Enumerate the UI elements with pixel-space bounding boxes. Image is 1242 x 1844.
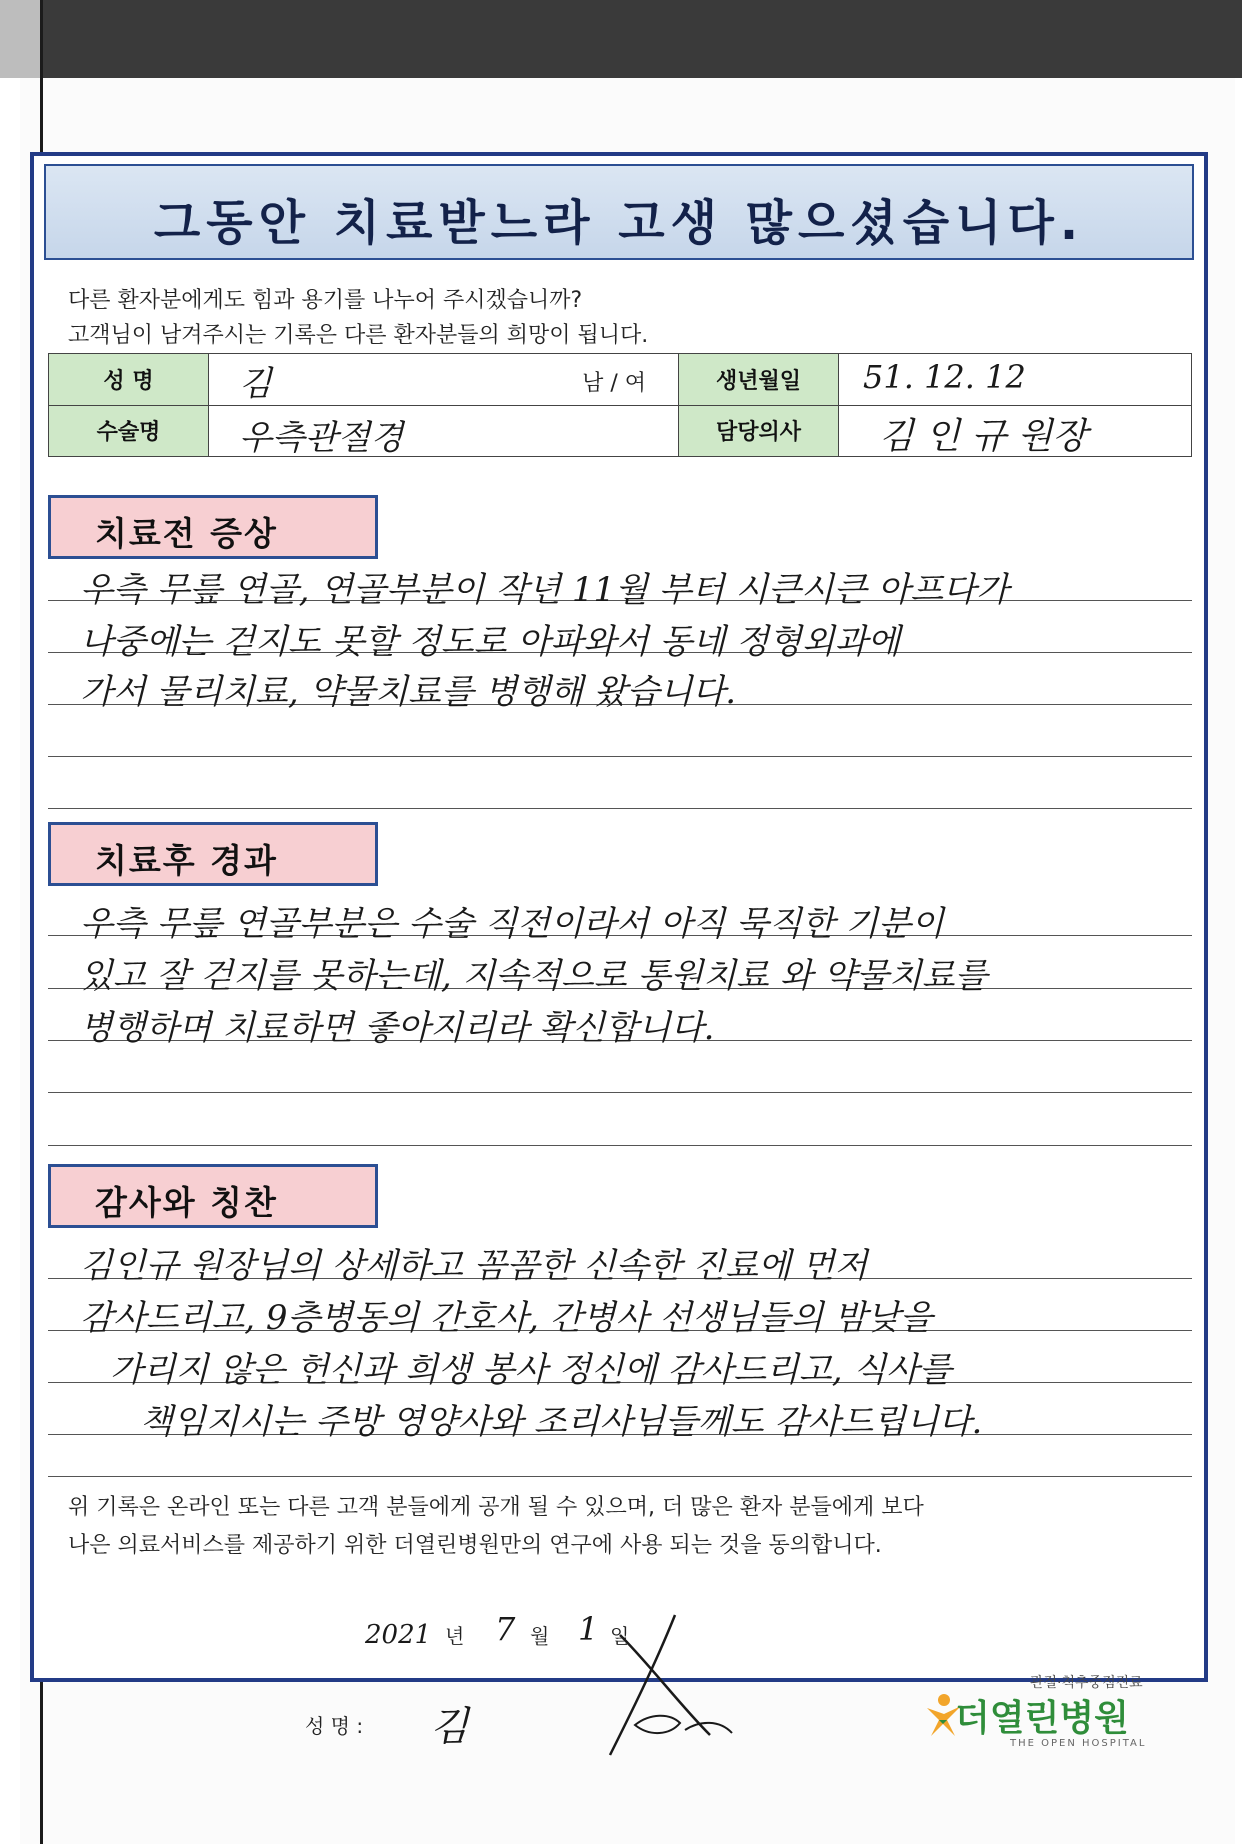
after-line-2: 있고 잘 걷지를 못하는데, 지속적으로 통원치료 와 약물치료를 (80, 956, 988, 996)
hospital-logo-name: 더열린병원 (955, 1698, 1129, 1739)
thanks-line-1: 김인규 원장님의 상세하고 꼼꼼한 신속한 진료에 먼저 (80, 1246, 868, 1286)
section-before-header (48, 495, 378, 559)
scanner-border-top (0, 0, 1242, 78)
surgery-field[interactable] (209, 405, 679, 457)
intro-line-2: 고객님이 남겨주시는 기록은 다른 환자분들의 희망이 됩니다. (68, 323, 649, 348)
date-year-unit: 년 (445, 1624, 465, 1648)
name-label: 성 명 (49, 354, 209, 406)
dob-field[interactable] (839, 354, 1192, 406)
intro-line-1: 다른 환자분에게도 힘과 용기를 나누어 주시겠습니까? (68, 288, 583, 313)
date-month-unit: 월 (530, 1624, 550, 1648)
ruled-line (48, 756, 1192, 757)
after-line-1: 우측 무릎 연골부분은 수술 직전이라서 아직 묵직한 기분이 (80, 904, 944, 944)
patient-info-table (48, 353, 1192, 457)
section-before-label: 치료전 증상 (95, 514, 278, 553)
form-title: 그동안 치료받느라 고생 많으셨습니다. (153, 195, 1085, 251)
date-day-unit: 일 (610, 1624, 630, 1648)
name-value: 김 (239, 364, 272, 404)
gender-options: 남 / 여 (582, 371, 646, 396)
doctor-field[interactable] (839, 405, 1192, 457)
section-after-header (48, 822, 378, 886)
dob-label: 생년월일 (679, 354, 839, 406)
ruled-line (48, 808, 1192, 809)
signature-label: 성 명 : (305, 1714, 364, 1738)
doctor-value: 김 인 규 원장 (879, 415, 1088, 457)
before-line-1: 우측 무릎 연골, 연골부분이 작년 11월 부터 시큰시큰 아프다가 (80, 570, 1009, 610)
ruled-line (48, 1145, 1192, 1146)
doctor-label: 담당의사 (679, 405, 839, 457)
consent-line-1: 위 기록은 온라인 또는 다른 고객 분들에게 공개 될 수 있으며, 더 많은 환자 분들에게 보다 (68, 1495, 924, 1520)
before-line-3: 가서 물리치료, 약물치료를 병행해 왔습니다. (80, 672, 737, 712)
thanks-line-4: 책임지시는 주방 영양사와 조리사님들께도 감사드립니다. (140, 1402, 983, 1442)
section-thanks-label: 감사와 칭찬 (95, 1183, 278, 1222)
logo-tagline: 관절·척추중점진료 (1030, 1675, 1143, 1691)
surgery-label: 수술명 (49, 405, 209, 457)
ruled-line (48, 1092, 1192, 1093)
name-field[interactable] (209, 354, 679, 406)
dob-value: 51. 12. 12 (863, 358, 1026, 396)
ruled-line (48, 1476, 1192, 1477)
date-day: 1 (578, 1610, 599, 1648)
thanks-line-2: 감사드리고, 9층병동의 간호사, 간병사 선생님들의 밤낮을 (80, 1298, 933, 1338)
hospital-logo-english: THE OPEN HOSPITAL (1010, 1738, 1147, 1749)
section-after-label: 치료후 경과 (95, 841, 278, 880)
thanks-line-3: 가리지 않은 헌신과 희생 봉사 정신에 감사드리고, 식사를 (110, 1350, 952, 1390)
section-thanks-header (48, 1164, 378, 1228)
date-year: 2021 (365, 1620, 432, 1650)
after-line-3: 병행하며 치료하면 좋아지리라 확신합니다. (80, 1008, 715, 1048)
consent-line-2: 나은 의료서비스를 제공하기 위한 더열린병원만의 연구에 사용 되는 것을 동의합니다. (68, 1533, 882, 1558)
signature-name: 김 (430, 1704, 469, 1750)
title-band (44, 164, 1194, 260)
before-line-2: 나중에는 걷지도 못할 정도로 아파와서 동네 정형외과에 (80, 622, 901, 662)
handwritten-signature (600, 1605, 740, 1765)
date-month: 7 (495, 1610, 516, 1648)
surgery-value: 우측관절경 (239, 417, 404, 458)
